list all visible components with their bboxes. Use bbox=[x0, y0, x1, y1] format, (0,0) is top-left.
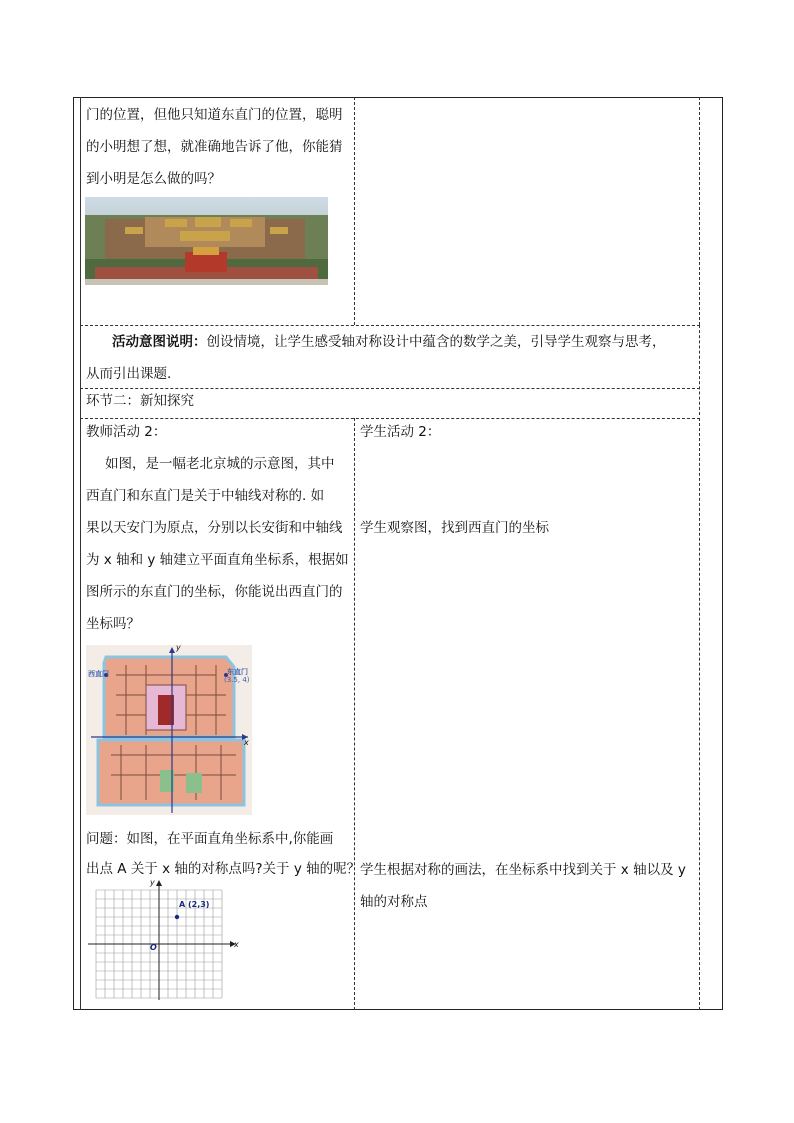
map-y-axis-label: y bbox=[176, 643, 181, 652]
intro-line-2: 的小明想了想，就准确地告诉了他，你能猜 bbox=[86, 139, 343, 155]
teacher-line-2: 西直门和东直门是关于中轴线对称的. 如 bbox=[86, 488, 325, 504]
origin-label: O bbox=[150, 943, 157, 952]
student-answer-2-line-1: 学生根据对称的画法，在坐标系中找到关于 x 轴以及 y bbox=[360, 862, 686, 878]
old-beijing-map bbox=[86, 645, 252, 815]
teacher-heading: 教师活动 2： bbox=[86, 424, 167, 440]
intro-line-1: 门的位置，但他只知道东直门的位置，聪明 bbox=[86, 107, 343, 123]
teacher-line-3: 果以天安门为原点，分别以长安街和中轴线 bbox=[86, 520, 343, 536]
intent-text-1: 创设情境，让学生感受轴对称设计中蕴含的数学之美，引导学生观察与思考， bbox=[206, 334, 666, 350]
east-gate-coordinate: (3.5, 4) bbox=[224, 676, 250, 684]
coordinate-grid bbox=[86, 878, 244, 1002]
grid-x-axis-label: x bbox=[234, 940, 239, 949]
teacher-line-4: 为 x 轴和 y 轴建立平面直角坐标系，根据如 bbox=[86, 552, 349, 568]
west-gate-label: 西直门 bbox=[88, 670, 109, 678]
east-gate-label: 东直门 bbox=[227, 668, 248, 676]
column-divider-bottom bbox=[354, 418, 355, 1010]
forbidden-city-photo bbox=[85, 197, 328, 285]
left-margin-line bbox=[80, 97, 81, 1010]
question-line-2: 出点 A 关于 x 轴的对称点吗?关于 y 轴的呢？ bbox=[86, 861, 361, 877]
intro-line-3: 到小明是怎么做的吗？ bbox=[86, 171, 221, 187]
teacher-line-6: 坐标吗？ bbox=[86, 616, 140, 632]
section-2-title: 环节二：新知探究 bbox=[86, 393, 194, 409]
right-divider-bottom bbox=[699, 418, 700, 1010]
grid-y-axis-label: y bbox=[150, 878, 155, 887]
intent-line-2: 从而引出课题. bbox=[86, 366, 172, 382]
column-divider-top bbox=[354, 97, 355, 325]
right-divider-top bbox=[699, 97, 700, 325]
map-x-axis-label: x bbox=[244, 738, 249, 747]
point-a-label: A (2,3) bbox=[179, 900, 210, 909]
intent-label: 活动意图说明： bbox=[112, 334, 207, 350]
student-answer-1: 学生观察图，找到西直门的坐标 bbox=[360, 520, 549, 536]
teacher-line-1: 如图，是一幅老北京城的示意图，其中 bbox=[105, 456, 335, 472]
student-heading: 学生活动 2： bbox=[360, 424, 441, 440]
question-line-1: 问题：如图，在平面直角坐标系中,你能画 bbox=[86, 831, 334, 847]
student-answer-2-line-2: 轴的对称点 bbox=[360, 894, 428, 910]
right-divider-mid bbox=[699, 325, 700, 415]
intent-line-1 bbox=[112, 326, 666, 358]
teacher-line-5: 图所示的东直门的坐标，你能说出西直门的 bbox=[86, 584, 343, 600]
